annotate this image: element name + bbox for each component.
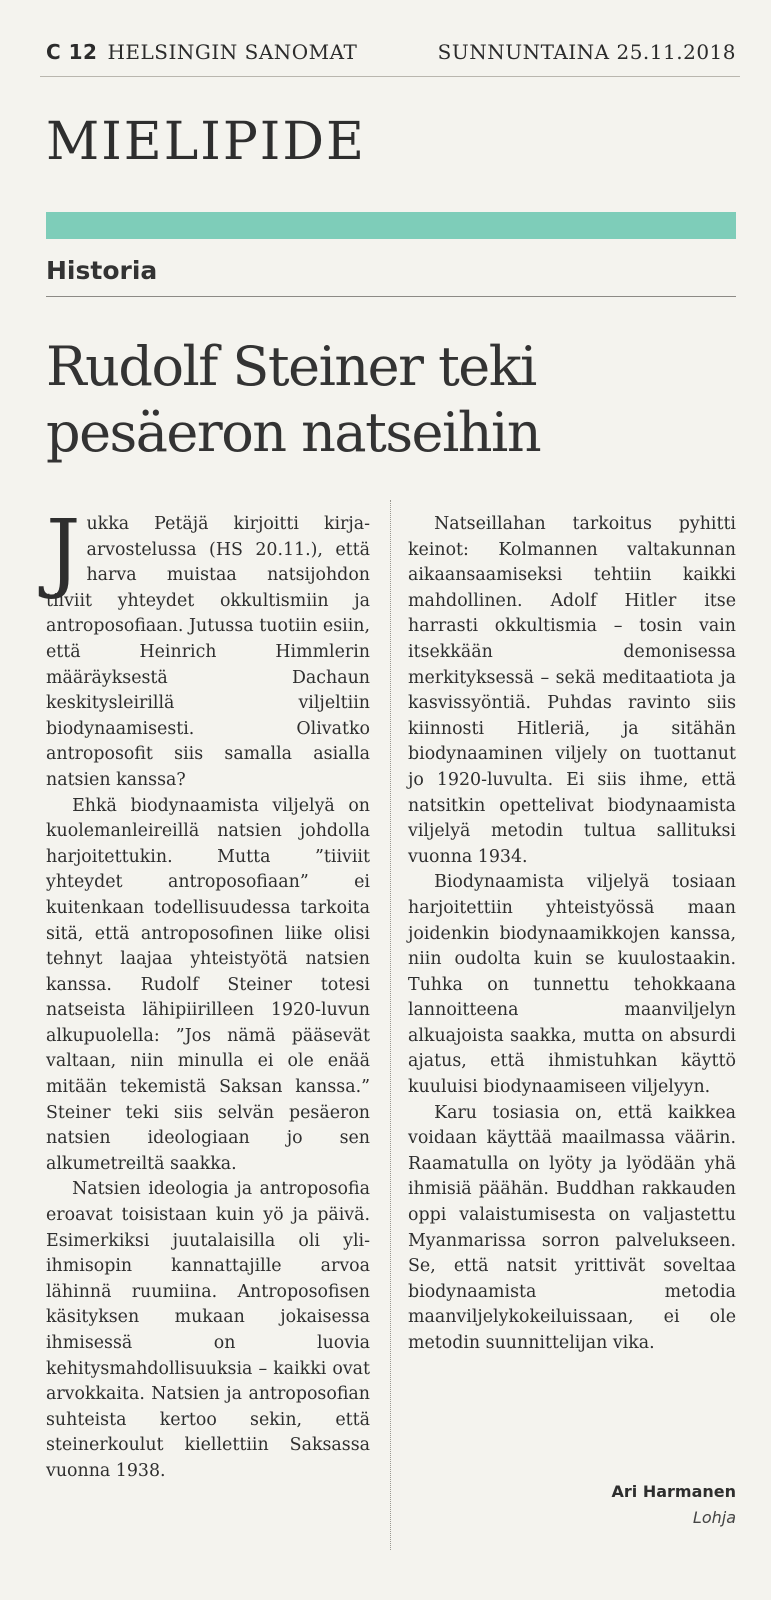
drop-cap: J <box>46 502 81 602</box>
article-headline: Rudolf Steiner teki pesäeron natseihin <box>46 335 541 464</box>
paragraph: Jukka Petäjä kirjoitti kirja-arvostelussa (HS 20.11.), että harva muistaa natsijohdon tiiviit yhteydet okkultismiin ja antroposofiaan. Jutussa tuotiin esiin, että Heinrich Himmlerin määräyksestä Dachaun keskitysleirillä viljeltiin biodynaamisesti. Olivatko antroposofit siis samalla asialla natsien kanssa? <box>46 502 370 790</box>
paragraph: Biodynaamista viljelyä tosiaan harjoitettiin yhteistyössä maan joidenkin biodynaamikkojen kanssa, niin oudolta kuin se kuulostaakin. Tuhka on tunnettu tehokkaana lannoitteena maanviljelyn alkuajoista saakka, mutta on absurdi ajatus, että ihmistuhkan käyttö kuuluisi biodynaamiseen viljelyyn. <box>408 872 736 1098</box>
article-column-left <box>46 502 370 1485</box>
paragraph: Karu tosiasia on, että kaikkea voidaan käyttää maailmassa väärin. Raamatulla on lyöty ja lyödään yhä ihmisiä päähän. Buddhan rakkauden oppi valaistumisesta on valjastettu Myanmarissa sorron palvelukseen. Se, että natsit yrittivät soveltaa biodynaamista metodia maanviljelykokeiluissaan, ei ole metodin suunnittelijan vika. <box>408 1102 736 1353</box>
author-location: Lohja <box>692 1508 736 1527</box>
kicker-label: Historia <box>46 256 158 285</box>
paragraph: Natsien ideologia ja antroposofia eroavat toisistaan kuin yö ja päivä. Esimerkiksi juutalaisilla oli yli-ihmisopin kannattajille arvoa lähinnä ruumiina. Antroposofisen käsityksen mukaan jokaisessa ihmisessä on luovia kehitysmahdollisuuksia – kaikki ovat arvokkaita. Natsien ja antroposofian suhteista kertoo sekin, että steinerkoulut kiellettiin Saksassa vuonna 1938. <box>46 1179 370 1481</box>
column-divider <box>390 500 391 1550</box>
paragraph: Natseillahan tarkoitus pyhitti keinot: Kolmannen valtakunnan aikaansaamiseksi tehtiin kaikki mahdollinen. Adolf Hitler itse harrasti okkultismia – tosin vain itsekkään demonisessa merkityksessä – sekä meditaatiota ja kasvissyöntiä. Puhdas ravinto siis kiinnosti Hitleriä, ja sitähän biodynaaminen viljely on tuottanut jo 1920-luvulta. Ei siis ihme, että natsitkin opettelivat biodynaamista viljelyä metodin tultua sallituksi vuonna 1934. <box>408 514 736 867</box>
article-column-right <box>408 512 736 1357</box>
section-color-band <box>46 212 736 239</box>
section-title: MIELIPIDE <box>46 112 366 172</box>
page-number: C 12 <box>46 40 98 64</box>
publication-name: HELSINGIN SANOMAT <box>107 40 358 64</box>
masthead <box>46 40 736 64</box>
paragraph: Ehkä biodynaamista viljelyä on kuolemanleireillä natsien johdolla harjoitettukin. Mutta ”tiiviit yhteydet antroposofiaan” ei kuitenkaan todellisuudessa tarkoita sitä, että antroposofinen liike olisi tehnyt laajaa yhteistyötä natsien kanssa. Rudolf Steiner totesi natseista lähipiirilleen 1920-luvun alkupuolella: ”Jos nämä pääsevät valtaan, niin minulla ei ole enää mitään tekemistä Saksan kanssa.” Steiner teki siis selvän pesäeron natsien ideologiaan jo sen alkumetreiltä saakka. <box>46 795 370 1174</box>
kicker-rule <box>46 296 736 297</box>
author-name: Ari Harmanen <box>611 1482 736 1501</box>
publication-date: SUNNUNTAINA 25.11.2018 <box>437 40 736 64</box>
masthead-rule <box>40 76 740 77</box>
